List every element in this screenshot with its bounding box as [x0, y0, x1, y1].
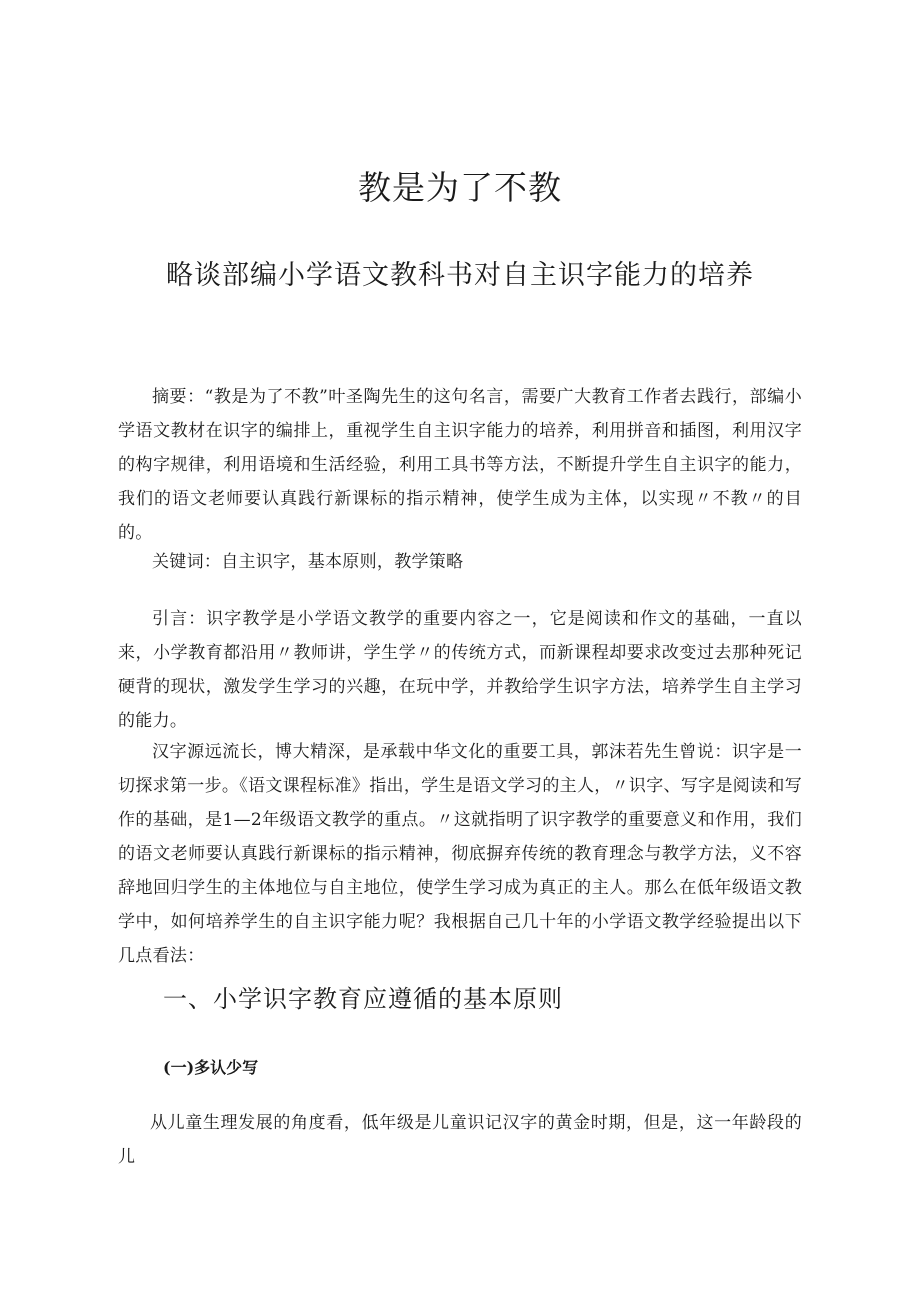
subsection-heading: (一)多认少写 — [163, 1058, 259, 1077]
keywords-paragraph: 关键词：自主识字，基本原则，教学策略 — [152, 552, 464, 572]
section-heading: 一、小学识字教育应遵循的基本原则 — [163, 985, 563, 1013]
body-paragraph: 汉字源远流长，博大精深，是承载中华文化的重要工具，郭沫若先生曾说：识字是一切探求第一步。《语文课程标准》指出，学生是语文学习的主人，〃识字、写字是阅读和写作的基础，是1—2年级语文教学的重点。〃这就指明了识字教学的重要意义和作用，我们的语文老师要认真践行新课标的指示精神，彻底摒弃传统的教育理念与教学方法，义不容辞地回归学生的主体地位与自主地位，使学生学习成为真正的主人。那么在低年级语文教学中，如何培养学生的自主识字能力呢？我根据自己几十年的小学语文教学经验提出以下几点看法： — [118, 742, 802, 966]
document-title: 教是为了不教 — [358, 168, 562, 207]
section-paragraph: 从儿童生理发展的角度看，低年级是儿童识记汉字的黄金时期，但是，这一年龄段的儿 — [118, 1113, 802, 1167]
abstract-paragraph: 摘要：“教是为了不教”叶圣陶先生的这句名言，需要广大教育工作者去践行，部编小学语文教材在识字的编排上，重视学生自主识字能力的培养，利用拼音和插图，利用汉字的构字规律，利用语境和生活经验，利用工具书等方法，不断提升学生自主识字的能力，我们的语文老师要认真践行新课标的指示精神，使学生成为主体，以实现〃不教〃的目的。 — [118, 387, 802, 543]
introduction-paragraph: 引言：识字教学是小学语文教学的重要内容之一，它是阅读和作文的基础，一直以来，小学教育都沿用〃教师讲，学生学〃的传统方式，而新课程却要求改变过去那种死记硬背的现状，激发学生学习的兴趣，在玩中学，并教给学生识字方法，培养学生自主学习的能力。 — [118, 609, 802, 731]
document-subtitle: 略谈部编小学语文教科书对自主识字能力的培养 — [166, 260, 754, 291]
